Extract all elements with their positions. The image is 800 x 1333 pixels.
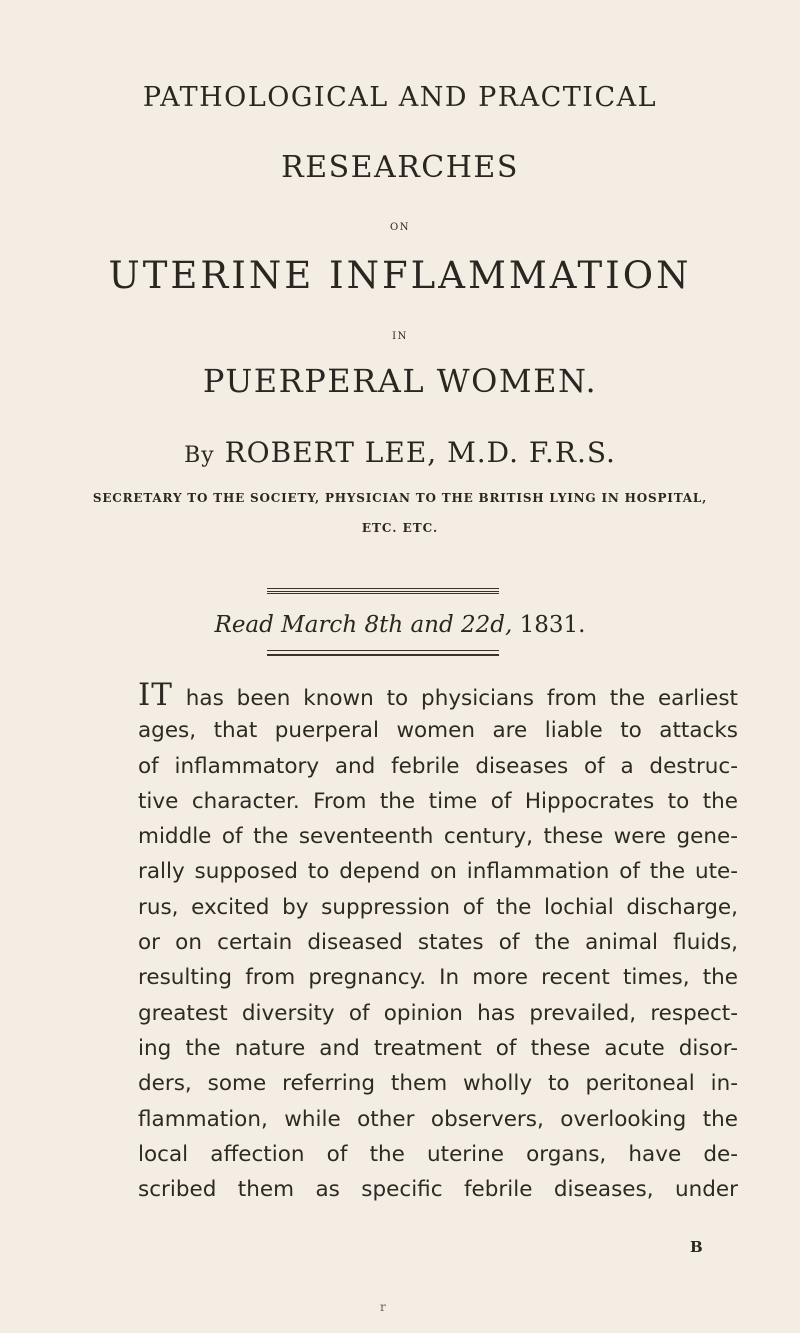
title-line-2: RESEARCHES — [281, 150, 519, 185]
title-line-1: PATHOLOGICAL AND PRACTICAL — [142, 82, 658, 113]
drop-cap: IT — [138, 677, 173, 713]
title-line-4: PUERPERAL WOMEN. — [202, 362, 598, 400]
body-line: local affection of the uterine organs, have de- — [138, 1141, 738, 1167]
body-line: resulting from pregnancy. In more recent times, the — [138, 965, 738, 991]
author-name: ROBERT LEE, M.D. F.R.S. — [224, 436, 616, 469]
body-line-text: has been known to physicians from the earliest — [172, 686, 738, 711]
body-line: rally supposed to depend on inflammation of the ute- — [138, 859, 738, 885]
body-paragraph — [138, 678, 738, 1207]
title-connector-in: IN — [392, 331, 408, 342]
read-date-text: Read March 8th and 22d, — [214, 612, 513, 638]
divider-rule-top — [267, 588, 499, 592]
body-line — [138, 678, 738, 713]
body-line: scribed them as specific febrile diseases, under — [138, 1177, 738, 1203]
body-line: ages, that puerperal women are liable to attacks — [138, 718, 738, 744]
read-date — [0, 612, 800, 638]
byline-prefix: By — [184, 443, 215, 468]
body-line: or on certain diseased states of the animal fluids, — [138, 930, 738, 956]
body-line: greatest diversity of opinion has prevailed, respect- — [138, 1000, 738, 1026]
body-line: of inflammatory and febrile diseases of a destruc- — [138, 753, 738, 779]
divider-rule-top-thin — [267, 593, 499, 594]
body-line: rus, excited by suppression of the lochial discharge, — [138, 894, 738, 920]
author-affiliation-2: ETC. ETC. — [361, 521, 439, 535]
divider-rule-bottom — [267, 654, 499, 656]
signature-mark: B — [690, 1238, 703, 1256]
body-line: tive character. From the time of Hippocrates to the — [138, 788, 738, 814]
divider-rule-bottom-thin — [267, 650, 499, 651]
title-connector-on: ON — [390, 222, 410, 233]
body-line: flammation, while other observers, overlooking the — [138, 1106, 738, 1132]
body-line: ing the nature and treatment of these acute disor- — [138, 1035, 738, 1061]
author-affiliation-1: SECRETARY TO THE SOCIETY, PHYSICIAN TO THE BRITISH LYING IN HOSPITAL, — [92, 491, 708, 505]
author-byline — [0, 436, 800, 469]
title-line-3: UTERINE INFLAMMATION — [108, 254, 692, 297]
body-line: ders, some referring them wholly to peritoneal in- — [138, 1071, 738, 1097]
body-line: middle of the seventeenth century, these were gene- — [138, 824, 738, 850]
stray-mark: r — [380, 1300, 386, 1314]
read-date-year: 1831. — [519, 612, 586, 638]
